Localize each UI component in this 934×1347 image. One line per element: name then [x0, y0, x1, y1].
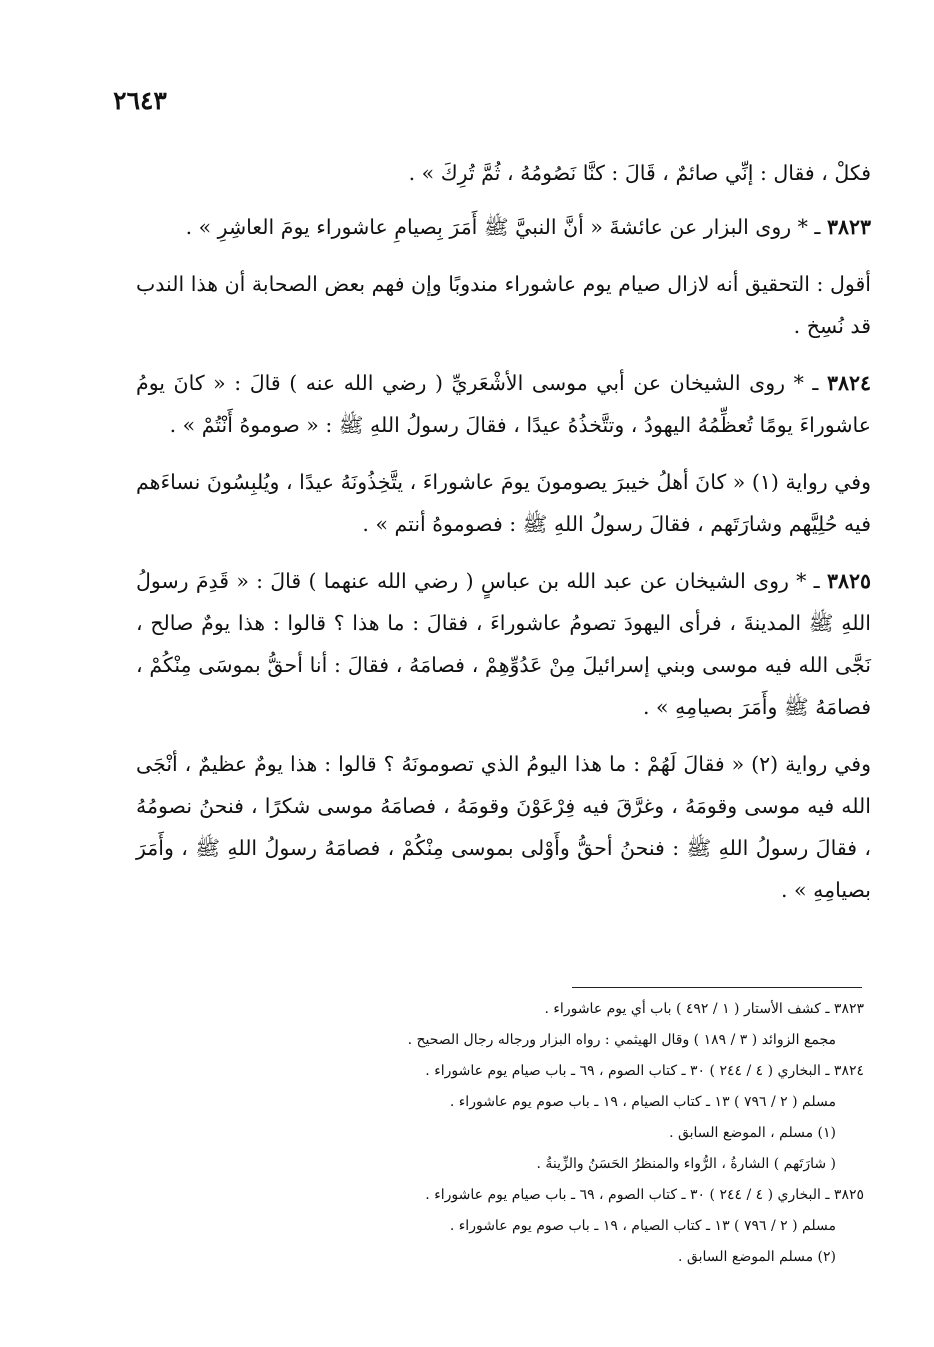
- footnote: مجمع الزوائد ( ٣ / ١٨٩ ) وقال الهيثمي : رواه البزار ورجاله رجال الصحيح .: [407, 1032, 836, 1048]
- footnote: (٢) مسلم الموضع السابق .: [678, 1249, 836, 1265]
- footnote: ( شارَتَهم ) الشارةُ ، الرُّواء والمنظرُ الحَسَنُ والزِّينةُ .: [536, 1156, 836, 1172]
- footnote: ٣٨٢٥ ـ البخاري ( ٤ / ٢٤٤ ) ٣٠ ـ كتاب الصوم ، ٦٩ ـ باب صيام يوم عاشوراء .: [425, 1187, 864, 1203]
- paragraph-text: أقول : التحقيق أنه لازال صيام يوم عاشوراء مندوبًا وإن فهم بعض الصحابة أن هذا الندب قد نُسِخ .: [136, 272, 871, 338]
- footnote: (١) مسلم ، الموضع السابق .: [669, 1125, 836, 1141]
- hadith-number: ٣٨٢٣: [826, 215, 871, 239]
- hadith-3825: [136, 560, 871, 728]
- footnotes: [174, 994, 864, 1273]
- hadith-3823: [136, 206, 871, 248]
- commentary-paragraph: [136, 263, 871, 347]
- body-text: [136, 152, 871, 926]
- hadith-number: ٣٨٢٥: [826, 569, 871, 593]
- paragraph-text: ـ * روى الشيخان عن أبي موسى الأشْعَريِّ ( رضي الله عنه ) قالَ : « كانَ يومُ عاشوراءَ يومًا تُعظِّمُهُ اليهودُ ، وتتَّخذُهُ عيدًا ، فقالَ رسولُ اللهِ ﷺ : « صوموهُ أَنْتُمْ » .: [136, 371, 871, 437]
- footnote: ٣٨٢٤ ـ البخاري ( ٤ / ٢٤٤ ) ٣٠ ـ كتاب الصوم ، ٦٩ ـ باب صيام يوم عاشوراء .: [425, 1063, 864, 1079]
- footnote: مسلم ( ٢ / ٧٩٦ ) ١٣ ـ كتاب الصيام ، ١٩ ـ باب صوم يوم عاشوراء .: [449, 1218, 836, 1234]
- narration-paragraph: [136, 743, 871, 911]
- footnote-divider: [572, 987, 862, 988]
- hadith-number: ٣٨٢٤: [826, 371, 871, 395]
- paragraph-text: ـ * روى البزار عن عائشةَ « أنَّ النبيَّ ﷺ أَمَرَ بِصيامِ عاشوراء يومَ العاشِرِ » .: [185, 215, 827, 239]
- paragraph-text: وفي رواية (٢) « فقالَ لَهُمْ : ما هذا اليومُ الذي تصومونَهُ ؟ قالوا : هذا يومٌ عظيمٌ ، أنْجَى الله فيه موسى وقومَهُ ، وغرَّقَ فيه فِرْعَوْنَ وقومَهُ ، فصامَهُ موسى شكرًا ، فنحنُ نصومُهُ ، فقالَ رسولُ اللهِ ﷺ : فنحنُ أحقُّ وأَوْلى بموسى مِنْكُمْ ، فصامَهُ رسولُ اللهِ ﷺ ، وأَمَرَ بصيامِهِ » .: [136, 752, 872, 902]
- footnote: مسلم ( ٢ / ٧٩٦ ) ١٣ ـ كتاب الصيام ، ١٩ ـ باب صوم يوم عاشوراء .: [449, 1094, 836, 1110]
- paragraph: [136, 152, 871, 194]
- page-number: ٢٦٤٣: [113, 86, 167, 115]
- paragraph-text: فكلْ ، فقال : إنِّي صائمٌ ، قَالَ : كنَّا نَصُومُهُ ، ثُمَّ تُرِكَ » .: [408, 161, 871, 185]
- narration-paragraph: [136, 461, 871, 545]
- paragraph-text: ـ * روى الشيخان عن عبد الله بن عباسٍ ( رضي الله عنهما ) قالَ : « قَدِمَ رسولُ اللهِ ﷺ المدينةَ ، فرأى اليهودَ تصومُ عاشوراءَ ، فقالَ : ما هذا ؟ قالوا : هذا يومٌ صالح ، نَجَّى الله فيه موسى وبني إسرائيلَ مِنْ عَدُوِّهِمْ ، فصامَهُ ، فقالَ : أنا أحقُّ بموسَى مِنْكُمْ ، فصامَهُ ﷺ وأَمَرَ بصيامِهِ » .: [136, 569, 871, 719]
- hadith-3824: [136, 362, 871, 446]
- paragraph-text: وفي رواية (١) « كانَ أهلُ خيبرَ يصومونَ يومَ عاشوراءَ ، يتَّخِذُونَهُ عيدًا ، ويُلبِسُونَ نساءَهم فيه حُلِيَّهم وشارَتَهم ، فقالَ رسولُ اللهِ ﷺ : فصوموهُ أنتم » .: [136, 470, 871, 536]
- footnote: ٣٨٢٣ ـ كشف الأستار ( ١ / ٤٩٢ ) باب أي يوم عاشوراء .: [544, 1001, 864, 1017]
